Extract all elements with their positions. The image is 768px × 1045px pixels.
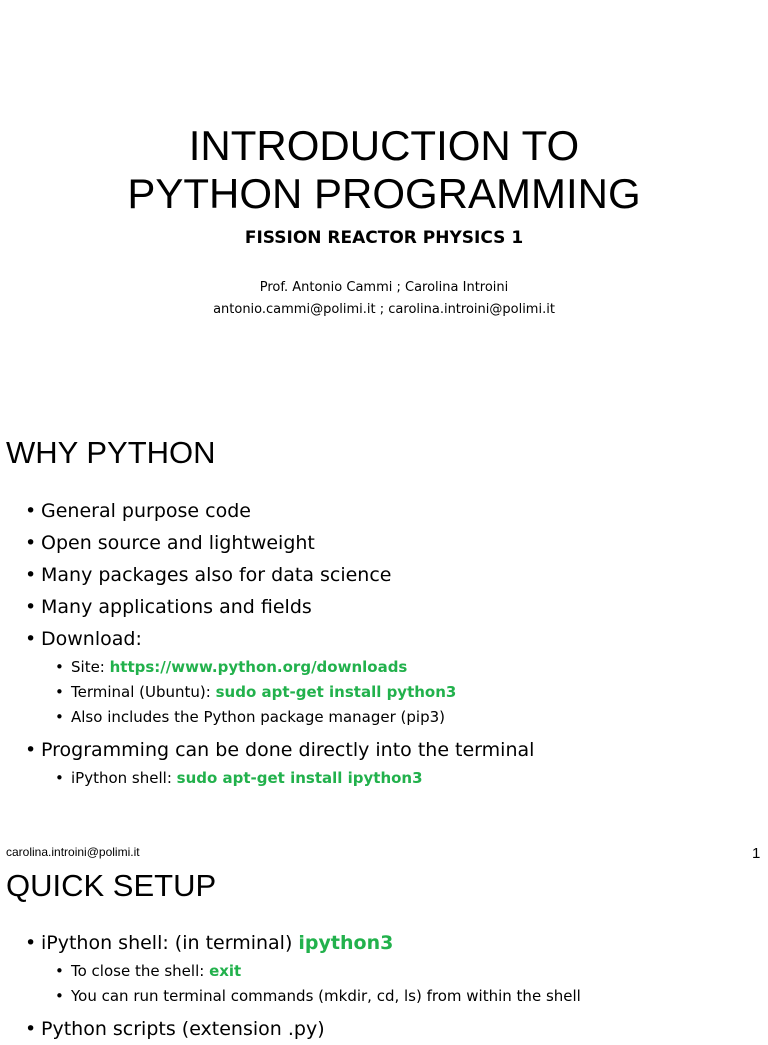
ipython3-command: ipython3: [298, 932, 394, 954]
ipython-shell-label: iPython shell: (in terminal): [41, 932, 299, 954]
ipython-label: iPython shell:: [71, 769, 177, 787]
pip-label: Also includes the Python package manager (pip3): [71, 708, 446, 726]
install-ipython3-command: sudo apt-get install ipython3: [176, 769, 423, 787]
bullet-terminal-label: Programming can be done directly into the terminal: [41, 739, 535, 761]
sub-bullet-terminal: [55, 680, 755, 705]
title-block: [0, 122, 768, 218]
python-download-link[interactable]: https://www.python.org/downloads: [109, 658, 408, 676]
bullet-applications: • Many applications and fields: [25, 591, 755, 623]
sub-bullet-pip: [55, 705, 755, 730]
install-python3-command: sudo apt-get install python3: [215, 683, 457, 701]
subtitle: FISSION REACTOR PHYSICS 1: [244, 228, 524, 248]
footer-email: carolina.introini@polimi.it: [6, 845, 140, 859]
download-sub-list: [41, 655, 755, 730]
quick-setup-sub-list: [41, 959, 755, 1009]
bullet-packages: • Many packages also for data science: [25, 559, 755, 591]
bullet-terminal-programming: [25, 734, 755, 791]
exit-command: exit: [209, 962, 242, 980]
emails-line: antonio.cammi@polimi.it ; carolina.introini@polimi.it: [213, 302, 555, 317]
why-python-bullet-list: [25, 495, 755, 795]
bullet-ipython-shell: [25, 927, 755, 1009]
page-number: 1: [752, 845, 761, 862]
title-line-1: INTRODUCTION TO: [188, 122, 580, 169]
bullet-python-scripts: [25, 1013, 755, 1045]
section-heading-quick-setup: QUICK SETUP: [6, 868, 217, 903]
python-scripts-label: Python scripts (extension .py): [41, 1018, 325, 1040]
quick-setup-bullet-list: [25, 927, 755, 1045]
site-label: Site:: [71, 658, 110, 676]
title-line-2: PYTHON PROGRAMMING: [127, 170, 641, 217]
bullet-general-purpose: • General purpose code: [25, 495, 755, 527]
close-shell-label: To close the shell:: [71, 962, 210, 980]
sub-bullet-close-shell: [55, 959, 755, 984]
terminal-commands-label: You can run terminal commands (mkdir, cd, ls) from within the shell: [71, 987, 581, 1005]
sub-bullet-terminal-commands: [55, 984, 755, 1009]
bullet-open-source: • Open source and lightweight: [25, 527, 755, 559]
sub-bullet-site: [55, 655, 755, 680]
sub-bullet-ipython: [55, 766, 755, 791]
section-heading-why-python: WHY PYTHON: [6, 435, 216, 470]
bullet-download: [25, 623, 755, 730]
authors-line: Prof. Antonio Cammi ; Carolina Introini: [259, 280, 509, 295]
terminal-label: Terminal (Ubuntu):: [71, 683, 216, 701]
bullet-download-label: Download:: [41, 628, 142, 650]
terminal-sub-list: [41, 766, 755, 791]
